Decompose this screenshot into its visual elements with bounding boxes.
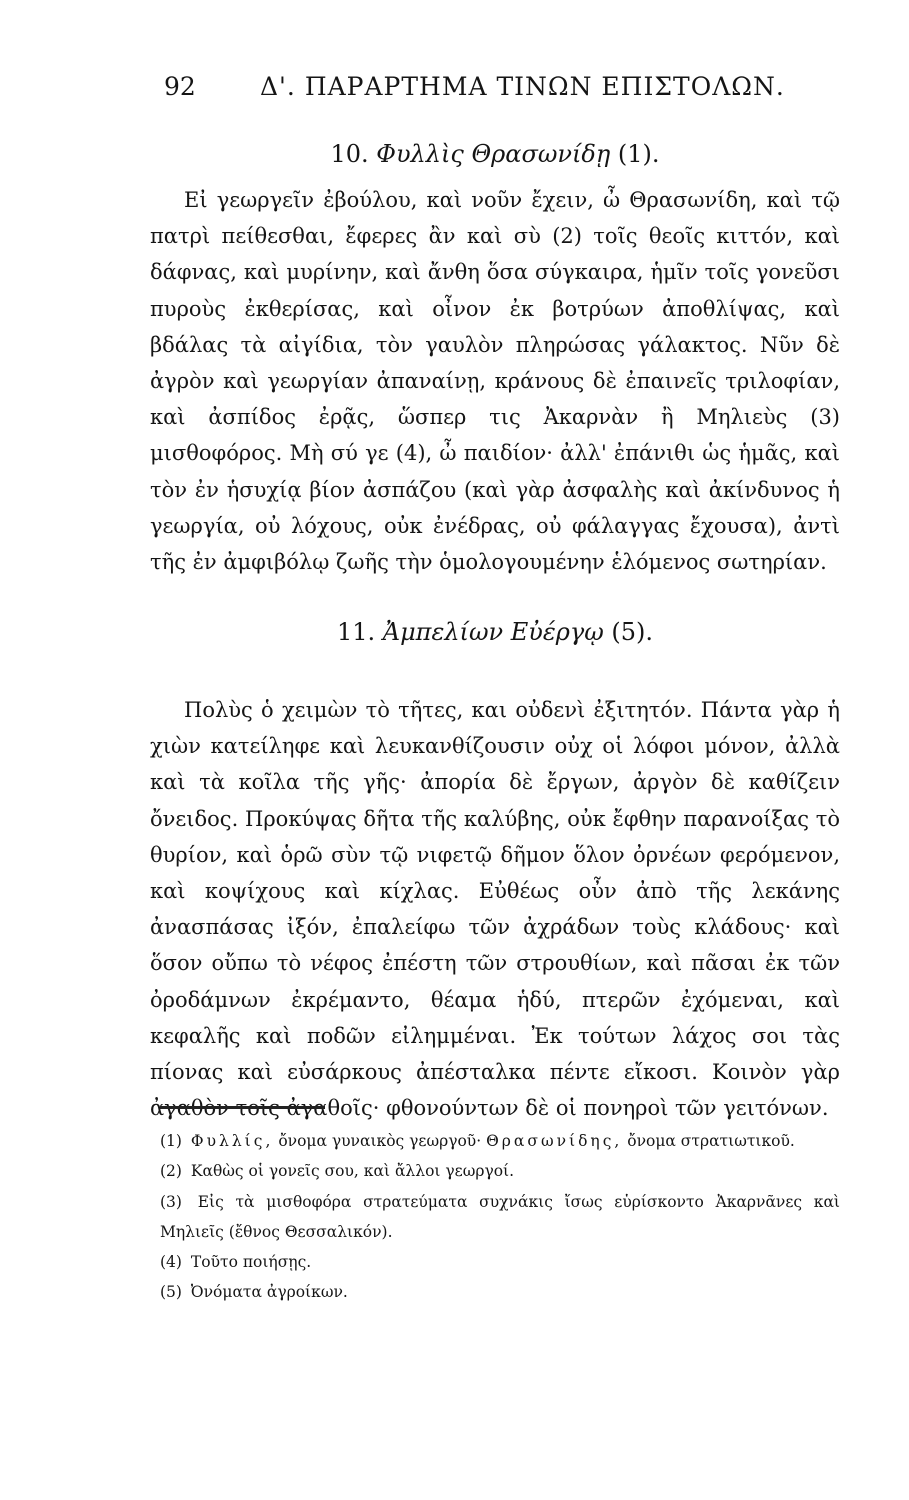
footnote-ref: (5). [611,618,654,646]
footnote-gloss: ὄνομα γυναικὸς γεωργοῦ· [278,1132,482,1150]
footnote-number: (4) [160,1253,182,1272]
footnotes [160,1126,840,1308]
page-number: 92 [164,72,196,101]
running-title: Δ'. ΠΑΡΑΡΤΗΜΑ ΤΙΝΩΝ ΕΠΙΣΤΟΛΩΝ. [260,72,785,101]
letter-number: 10. [330,140,369,168]
footnote-gloss: ὄνομα στρατιωτικοῦ. [627,1132,795,1150]
footnote-number: (2) [160,1162,182,1181]
letter-body [150,182,840,580]
footnote-text: Καθὼς οἱ γονεῖς σου, καὶ ἄλλοι γεωργοί. [190,1162,515,1181]
footnote [160,1247,840,1277]
footnote [160,1277,840,1307]
letter-heading [150,618,840,646]
page-header [150,72,840,112]
footnote-ref: (1). [617,140,660,168]
footnote-divider [160,1106,325,1109]
letter-sender: Φυλλὶς [376,140,464,168]
letter-number: 11. [336,618,376,646]
footnote-number: (5) [160,1283,182,1302]
footnote [160,1126,840,1156]
footnote-text: Ὀνόματα ἀγροίκων. [190,1283,348,1302]
letter-heading [150,140,840,168]
footnote-term: Φυλλίς, [190,1132,274,1150]
letter-body [150,692,840,1126]
letter-paragraph: Πολὺς ὁ χειμὼν τὸ τῆτες, και οὐδενὶ ἐξιτητόν. Πάντα γὰρ ἡ χιὼν κατείληφε καὶ λευκανθίζουσιν οὐχ οἱ λόφοι μόνον, ἀλλὰ καὶ τὰ κοῖλα τῆς γῆς· ἀπορία δὲ ἔργων, ἀργὸν δὲ καθίζειν ὄνειδος. Προκύψας δῆτα τῆς καλύβης, οὐκ ἔφθην παρανοίξας τὸ θυρίον, καὶ ὁρῶ σὺν τῷ νιφετῷ δῆμον ὅλον ὀρνέων φερόμενον, καὶ κοψίχους καὶ κίχλας. Εὐθέως οὖν ἀπὸ τῆς λεκάνης ἀνασπάσας ἰξόν, ἐπαλείφω τῶν ἀχράδων τοὺς κλάδους· καὶ ὅσον οὔπω τὸ νέφος ἐπέστη τῶν στρουθίων, καὶ πᾶσαι ἐκ τῶν ὀροδάμνων ἐκρέμαντο, θέαμα ἡδύ, πτερῶν ἐχόμεναι, καὶ κεφαλῆς καὶ ποδῶν εἰλημμέναι. Ἐκ τούτων λάχος σοι τὰς πίονας καὶ εὐσάρκους ἀπέσταλκα πέντε εἴκοσι. Κοινὸν γὰρ ἀγαθὸν τοῖς ἀγαθοῖς· φθονούντων δὲ οἱ πονηροὶ τῶν γειτόνων. [150,698,840,1121]
footnote-number: (3) [160,1192,182,1211]
footnote-number: (1) [160,1132,182,1150]
footnote [160,1156,840,1186]
letter-recipient: Θρασωνίδῃ [471,140,611,168]
letter-paragraph: Εἰ γεωργεῖν ἐβούλου, καὶ νοῦν ἔχειν, ὦ Θρασωνίδη, καὶ τῷ πατρὶ πείθεσθαι, ἔφερες ἂν καὶ σὺ (2) τοῖς θεοῖς κιττόν, καὶ δάφνας, καὶ μυρίνην, καὶ ἄνθη ὅσα σύγκαιρα, ἡμῖν τοῖς γονεῦσι πυροὺς ἐκθερίσας, καὶ οἶνον ἐκ βοτρύων ἀποθλίψας, καὶ βδάλας τὰ αἰγίδια, τὸν γαυλὸν πληρώσας γάλακτος. Νῦν δὲ ἀγρὸν καὶ γεωργίαν ἀπαναίνῃ, κράνους δὲ ἐπαινεῖς τριλοφίαν, καὶ ἀσπίδος ἐρᾷς, ὥσπερ τις Ἀκαρνὰν ἢ Μηλιεὺς (3) μισθοφόρος. Μὴ σύ γε (4), ὦ παιδίον· ἀλλ' ἐπάνιθι ὡς ἡμᾶς, καὶ τὸν ἐν ἡσυχίᾳ βίον ἀσπάζου (καὶ γὰρ ἀσφαλὴς καὶ ἀκίνδυνος ἡ γεωργία, οὐ λόχους, οὐκ ἐνέδρας, οὐ φάλαγγας ἔχουσα), ἀντὶ τῆς ἐν ἀμφιβόλῳ ζωῆς τὴν ὁμολογουμένην ἑλόμενος σωτηρίαν. [150,188,840,575]
footnote [160,1187,840,1248]
footnote-text: Τοῦτο ποιήσῃς. [190,1253,312,1272]
footnote-text: Εἰς τὰ μισθοφόρα στρατεύματα συχνάκις ἴσως εὑρίσκοντο Ἀκαρνᾶνες καὶ Μηλιεῖς (ἔθνος Θεσσαλικόν). [160,1192,840,1241]
letter-sender: Ἀμπελίων [382,618,504,646]
footnote-term: Θρασωνίδης, [486,1132,623,1150]
letter-recipient: Εὐέργῳ [510,618,604,646]
